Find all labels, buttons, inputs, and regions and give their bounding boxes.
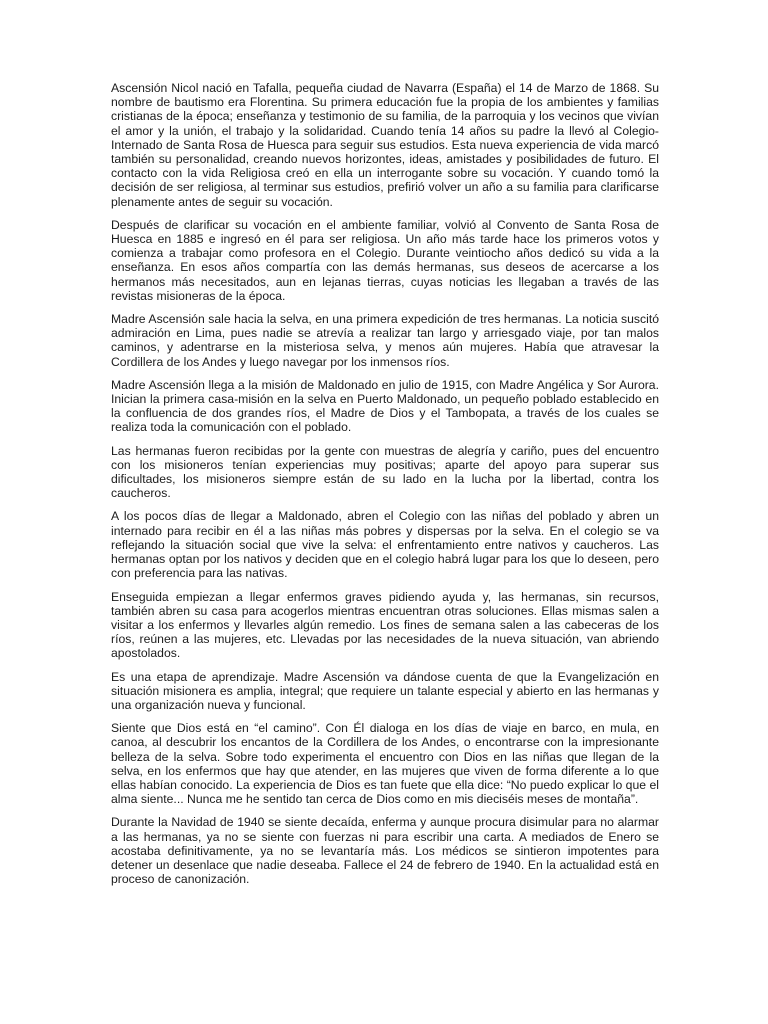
document-page bbox=[111, 81, 659, 895]
paragraph: Después de clarificar su vocación en el ambiente familiar, volvió al Convento de Santa Rosa de Huesca en 1885 e ingresó en él para ser religiosa. Un año más tarde hace los primeros votos y comienza a trabajar como profesora en el Colegio. Durante veintiocho años dedicó su vida a la enseñanza. En esos años compartía con las demás hermanas, sus deseos de acercarse a los hermanos más necesitados, aun en lejanas tierras, cuyas noticias les llegaban a través de las revistas misioneras de la época. bbox=[111, 217, 659, 303]
paragraph: Enseguida empiezan a llegar enfermos graves pidiendo ayuda y, las hermanas, sin recursos, también abren su casa para acogerlos mientras encuentran otras soluciones. Ellas mismas salen a visitar a los enfermos y llevarles algún remedio. Los fines de semana salen a las cabeceras de los ríos, reúnen a las mujeres, etc. Llevadas por las necesidades de la nueva situación, van abriendo apostolados. bbox=[111, 589, 659, 661]
paragraph: Madre Ascensión sale hacia la selva, en una primera expedición de tres hermanas. La noticia suscitó admiración en Lima, pues nadie se atrevía a realizar tan largo y arriesgado viaje, por tan malos caminos, y adentrarse en la misteriosa selva, y menos aún mujeres. Había que atravesar la Cordillera de los Andes y luego navegar por los inmensos ríos. bbox=[111, 312, 659, 369]
paragraph: Madre Ascensión llega a la misión de Maldonado en julio de 1915, con Madre Angélica y Sor Aurora. Inician la primera casa-misión en la selva en Puerto Maldonado, un pequeño poblado establecido en la confluencia de dos grandes ríos, el Madre de Dios y el Tambopata, a través de los cuales se realiza toda la comunicación con el poblado. bbox=[111, 377, 659, 435]
paragraph: Es una etapa de aprendizaje. Madre Ascensión va dándose cuenta de que la Evangelización en situación misionera es amplia, integral; que requiere un talante especial y abierto en las hermanas y una organización nueva y funcional. bbox=[111, 669, 659, 712]
paragraph: Las hermanas fueron recibidas por la gente con muestras de alegría y cariño, pues del encuentro con los misioneros tenían experiencias muy positivas; aparte del apoyo para superar sus dificultades, los misioneros siempre están de su lado en la lucha por la libertad, contra los caucheros. bbox=[111, 443, 659, 501]
paragraph: Durante la Navidad de 1940 se siente decaída, enferma y aunque procura disimular para no alarmar a las hermanas, ya no se siente con fuerzas ni para escribir una carta. A mediados de Enero se acostaba definitivamente, ya no se levantaría más. Los médicos se sintieron impotentes para detener un desenlace que nadie deseaba. Fallece el 24 de febrero de 1940. En la actualidad está en proceso de canonización. bbox=[111, 815, 659, 887]
paragraph: Siente que Dios está en “el camino”. Con Él dialoga en los días de viaje en barco, en mula, en canoa, al descubrir los encantos de la Cordillera de los Andes, o encontrarse con la impresionante belleza de la selva. Sobre todo experimenta el encuentro con Dios en las niñas que llegan de la selva, en los enfermos que hay que atender, en las mujeres que viven de forma diferente a lo que ellas habían conocido. La experiencia de Dios es tan fuete que ella dice: “No puedo explicar lo que el alma siente... Nunca me he sentido tan cerca de Dios como en mis dieciséis meses de montaña”. bbox=[111, 721, 659, 807]
paragraph: A los pocos días de llegar a Maldonado, abren el Colegio con las niñas del poblado y abren un internado para recibir en él a las niñas más pobres y dispersas por la selva. En el colegio se va reflejando la situación social que vive la selva: el enfrentamiento entre nativos y caucheros. Las hermanas optan por los nativos y deciden que en el colegio habrá lugar para los que lo deseen, pero con preferencia para las nativas. bbox=[111, 509, 659, 581]
paragraph: Ascensión Nicol nació en Tafalla, pequeña ciudad de Navarra (España) el 14 de Marzo de 1868. Su nombre de bautismo era Florentina. Su primera educación fue la propia de los ambientes y familias cristianas de la época; enseñanza y testimonio de su familia, de la parroquia y los vecinos que vivían el amor y la unión, el trabajo y la solidaridad. Cuando tenía 14 años su padre la llevó al Colegio-Internado de Santa Rosa de Huesca para seguir sus estudios. Esta nueva experiencia de vida marcó también su personalidad, creando nuevos horizontes, ideas, amistades y posibilidades de futuro. El contacto con la vida Religiosa creó en ella un interrogante sobre su vocación. Y cuando tomó la decisión de ser religiosa, al terminar sus estudios, prefirió volver un año a su familia para clarificarse plenamente antes de seguir su vocación. bbox=[111, 81, 659, 209]
